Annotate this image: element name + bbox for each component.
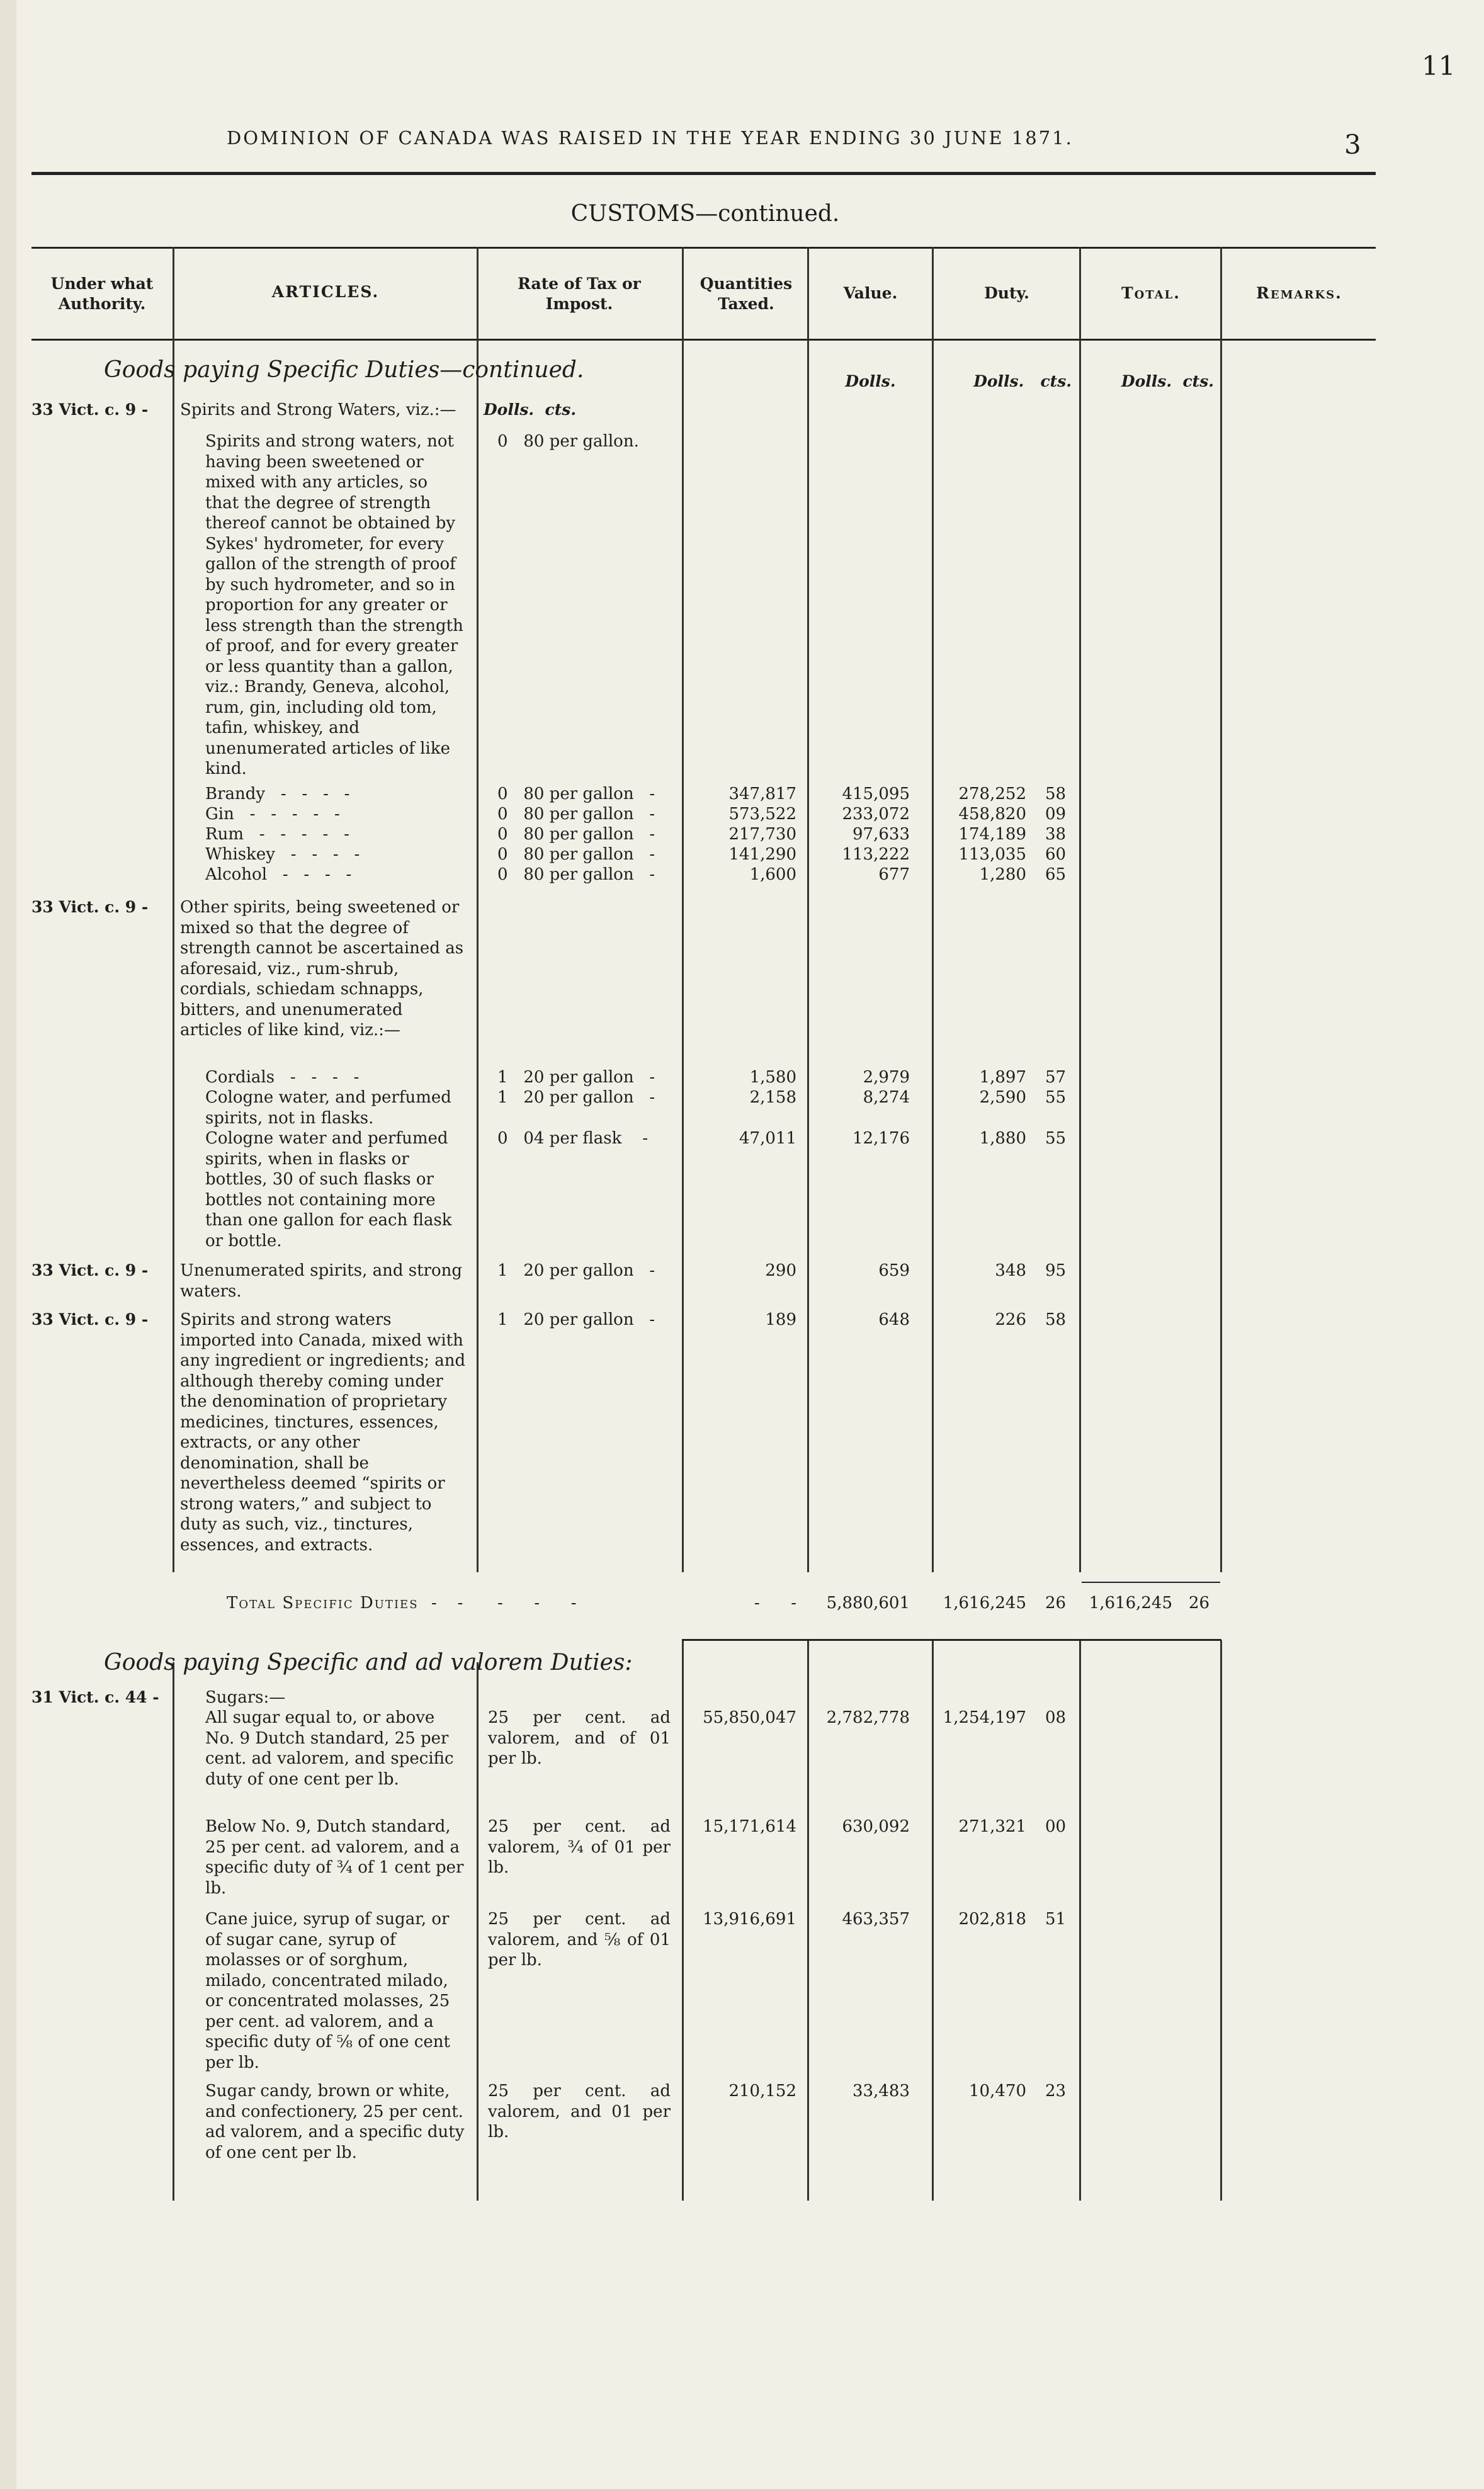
article-description: Sugar candy, brown or white, and confectionery, 25 per cent. ad valorem, and a specific duty of one cent per lb. [205,2082,465,2162]
quantity-cell: 55,850,047 [703,1708,796,1727]
column-divider [477,247,479,1572]
total-duty-cell: 1,616,245 [943,1594,1026,1613]
rate-cell: 0 80 per gallon - [497,825,655,844]
col-header-authority: Under what Authority. [50,275,154,313]
quantity-cell: 290 [765,1261,796,1280]
duty-cell: 1,897 [979,1068,1026,1087]
article-name: Cordials - - - - [205,1068,360,1087]
value-cell: 659 [878,1261,910,1280]
total-value-cell: 5,880,601 [826,1594,910,1613]
column-divider [1079,1640,1081,2201]
duty-cell: 202,818 [958,1910,1026,1929]
total-rule [1082,1582,1220,1583]
unit-dollars-cents: Dolls. cts. [1121,372,1214,390]
authority-cell: 33 Vict. c. 9 - [31,400,149,419]
column-divider [173,247,174,1572]
subheading: Spirits and Strong Waters, viz.:— [180,400,456,419]
duty-cents-cell: 60 [1045,845,1067,864]
rate-cell: 1 20 per gallon - [497,1261,655,1280]
rate-cell: 1 20 per gallon - [497,1310,655,1329]
duty-cents-cell: 38 [1045,825,1067,844]
total-rate-dashes: - - - [497,1594,577,1613]
rate-cell: 0 80 per gallon - [497,785,655,803]
page-title: CUSTOMS—continued. [570,201,840,227]
duty-cell: 271,321 [958,1817,1026,1836]
article-description: Spirits and strong waters imported into Canada, mixed with any ingredient or ingredients; and although thereby coming under the denomination of proprietary medicines, tinctures, essences, extracts, or any other denomination, shall be nevertheless deemed “spirits or strong waters,” and subject to duty as such, viz., tinctures, essences, and extracts. [180,1310,466,1555]
rate-cell: 0 80 per gallon - [497,845,655,864]
value-cell: 233,072 [842,805,910,824]
rate-cell: 1 20 per gallon - [497,1068,655,1087]
rate-cell: 0 80 per gallon - [497,865,655,884]
table-header-rule [31,339,1376,341]
head-rule [31,172,1376,175]
article-name: Alcohol - - - - [205,865,352,884]
column-divider [477,1662,479,2201]
rate-cell: 25 per cent. ad valorem, ¾ of 01 per lb. [488,1817,671,1877]
value-cell: 648 [878,1310,910,1329]
rate-cell: 0 80 per gallon. [497,432,639,451]
duty-cell: 174,189 [958,825,1026,844]
col-header-quantities: Quantities Taxed. [700,275,793,313]
duty-cents-cell: 58 [1045,785,1067,803]
col-header-articles: ARTICLES. [271,283,380,301]
article-description: All sugar equal to, or above No. 9 Dutch standard, 25 per cent. ad valorem, and specific duty of one cent per lb. [205,1708,454,1789]
col-header-rate: Rate of Tax or Impost. [518,275,641,313]
duty-cents-cell: 65 [1045,865,1067,884]
total-quantity-dashes: - - [754,1594,796,1613]
quantity-cell: 573,522 [728,805,796,824]
duty-cell: 10,470 [969,2082,1026,2101]
quantity-cell: 47,011 [739,1129,796,1148]
rate-cell: 25 per cent. ad valorem, and of 01 per lb. [488,1708,671,1768]
quantity-cell: 1,580 [749,1068,796,1087]
duty-cents-cell: 57 [1045,1068,1067,1087]
article-name: Gin - - - - - [205,805,340,824]
value-cell: 463,357 [842,1910,910,1929]
total-label: Total Specific Duties - - [227,1594,465,1613]
value-cell: 113,222 [842,845,910,864]
quantity-cell: 141,290 [728,845,796,864]
grand-total-cents-cell: 26 [1189,1594,1210,1613]
value-cell: 97,633 [852,825,910,844]
quantity-cell: 217,730 [728,825,796,844]
duty-cents-cell: 08 [1045,1708,1067,1727]
total-duty-cents-cell: 26 [1045,1594,1067,1613]
duty-cell: 1,880 [979,1129,1026,1148]
col-header-duty: Duty. [984,284,1029,302]
article-name: Unenumerated spirits, and strong waters. [180,1261,463,1301]
duty-cell: 278,252 [958,785,1026,803]
column-divider [682,1640,684,2201]
quantity-cell: 15,171,614 [703,1817,796,1836]
article-description: Spirits and strong waters, not having been sweetened or mixed with any articles, so that the degree of strength thereof cannot be obtained by Sykes' hydrometer, for every gallon of the strength of proof by such hydrometer, and so in proportion for any greater or less strength than the strength of proof, and for every greater or less quantity than a gallon, viz.: Brandy, Geneva, alcohol, rum, gin, including old tom, tafin, whiskey, and unenumerated articles of like kind. [205,432,463,778]
duty-cell: 2,590 [979,1088,1026,1107]
duty-cell: 348 [995,1261,1026,1280]
duty-cents-cell: 55 [1045,1129,1067,1148]
subheading: Sugars:— [205,1688,286,1707]
authority-cell: 33 Vict. c. 9 - [31,1261,149,1279]
rate-cell: 25 per cent. ad valorem, and ⅝ of 01 per lb. [488,1910,671,1970]
duty-cell: 458,820 [958,805,1026,824]
column-divider [807,1640,809,2201]
article-name: Brandy - - - - [205,785,350,803]
duty-cell: 1,280 [979,865,1026,884]
article-name: Cologne water and perfumed spirits, when in flasks or bottles, 30 of such flasks or bottles not containing more than one gallon for each flask or bottle. [205,1129,452,1250]
article-description: Other spirits, being sweetened or mixed so that the degree of strength cannot be ascertained as aforesaid, viz., rum-shrub, cordials, schiedam schnapps, bitters, and unenumerated articles of like kind, viz.:— [180,898,464,1040]
col-header-total: Total. [1121,284,1181,302]
duty-cents-cell: 09 [1045,805,1067,824]
quantity-cell: 1,600 [749,865,796,884]
value-cell: 677 [878,865,910,884]
rate-cell: 0 04 per flask - [497,1129,649,1148]
section-heading: Goods paying Specific and ad valorem Duties: [104,1650,633,1675]
rate-cell: 25 per cent. ad valorem, and 01 per lb. [488,2082,671,2141]
column-divider [1220,1640,1222,2201]
value-cell: 415,095 [842,785,910,803]
column-divider [1220,247,1222,1572]
value-cell: 33,483 [852,2082,910,2101]
duty-cents-cell: 58 [1045,1310,1067,1329]
rate-cell: 0 80 per gallon - [497,805,655,824]
value-cell: 2,979 [863,1068,910,1087]
column-divider [932,1640,934,2201]
rate-cell: 1 20 per gallon - [497,1088,655,1107]
column-divider [1079,247,1081,1572]
article-name: Whiskey - - - - [205,845,360,864]
duty-cents-cell: 95 [1045,1261,1067,1280]
rate-unit: Dolls. cts. [484,400,577,419]
column-divider [807,247,809,1572]
unit-dollars: Dolls. [845,372,896,390]
col-header-value: Value. [843,284,898,302]
value-cell: 12,176 [852,1129,910,1148]
unit-dollars-cents: Dolls. cts. [973,372,1072,390]
quantity-cell: 347,817 [728,785,796,803]
quantity-cell: 13,916,691 [703,1910,796,1929]
quantity-cell: 189 [765,1310,796,1329]
column-divider [682,247,684,1572]
article-name: Cologne water, and perfumed spirits, not in flasks. [205,1088,451,1128]
value-cell: 2,782,778 [826,1708,910,1727]
value-cell: 630,092 [842,1817,910,1836]
authority-cell: 33 Vict. c. 9 - [31,898,149,916]
authority-cell: 33 Vict. c. 9 - [31,1310,149,1329]
table-top-rule [31,247,1376,249]
article-description: Below No. 9, Dutch standard, 25 per cent. ad valorem, and a specific duty of ¾ of 1 cent per lb. [205,1817,464,1898]
article-description: Cane juice, syrup of sugar, or of sugar cane, syrup of molasses or of sorghum, milado, concentrated milado, or concentrated molasses, 25 per cent. ad valorem, and a specific duty of ⅝ of one cent per lb. [205,1910,450,2072]
page-number: 3 [1344,129,1361,160]
running-head: DOMINION OF CANADA WAS RAISED IN THE YEAR ENDING 30 JUNE 1871. [227,127,1073,149]
duty-cents-cell: 55 [1045,1088,1067,1107]
column-divider [173,1662,174,2201]
column-divider [932,247,934,1572]
quantity-cell: 2,158 [749,1088,796,1107]
duty-cell: 226 [995,1310,1026,1329]
duty-cell: 1,254,197 [943,1708,1026,1727]
value-cell: 8,274 [863,1088,910,1107]
duty-cell: 113,035 [958,845,1026,864]
col-header-remarks: Remarks. [1256,284,1342,302]
page-edge [0,0,16,2489]
section-heading: Goods paying Specific Duties—continued. [104,357,584,383]
grand-total-cell: 1,616,245 [1089,1594,1172,1613]
duty-cents-cell: 23 [1045,2082,1067,2101]
authority-cell: 31 Vict. c. 44 - [31,1688,159,1706]
article-name: Rum - - - - - [205,825,349,844]
duty-cents-cell: 00 [1045,1817,1067,1836]
archive-stamp-number: 11 [1422,50,1456,81]
duty-cents-cell: 51 [1045,1910,1067,1929]
section-end-rule [682,1639,1221,1641]
quantity-cell: 210,152 [728,2082,796,2101]
